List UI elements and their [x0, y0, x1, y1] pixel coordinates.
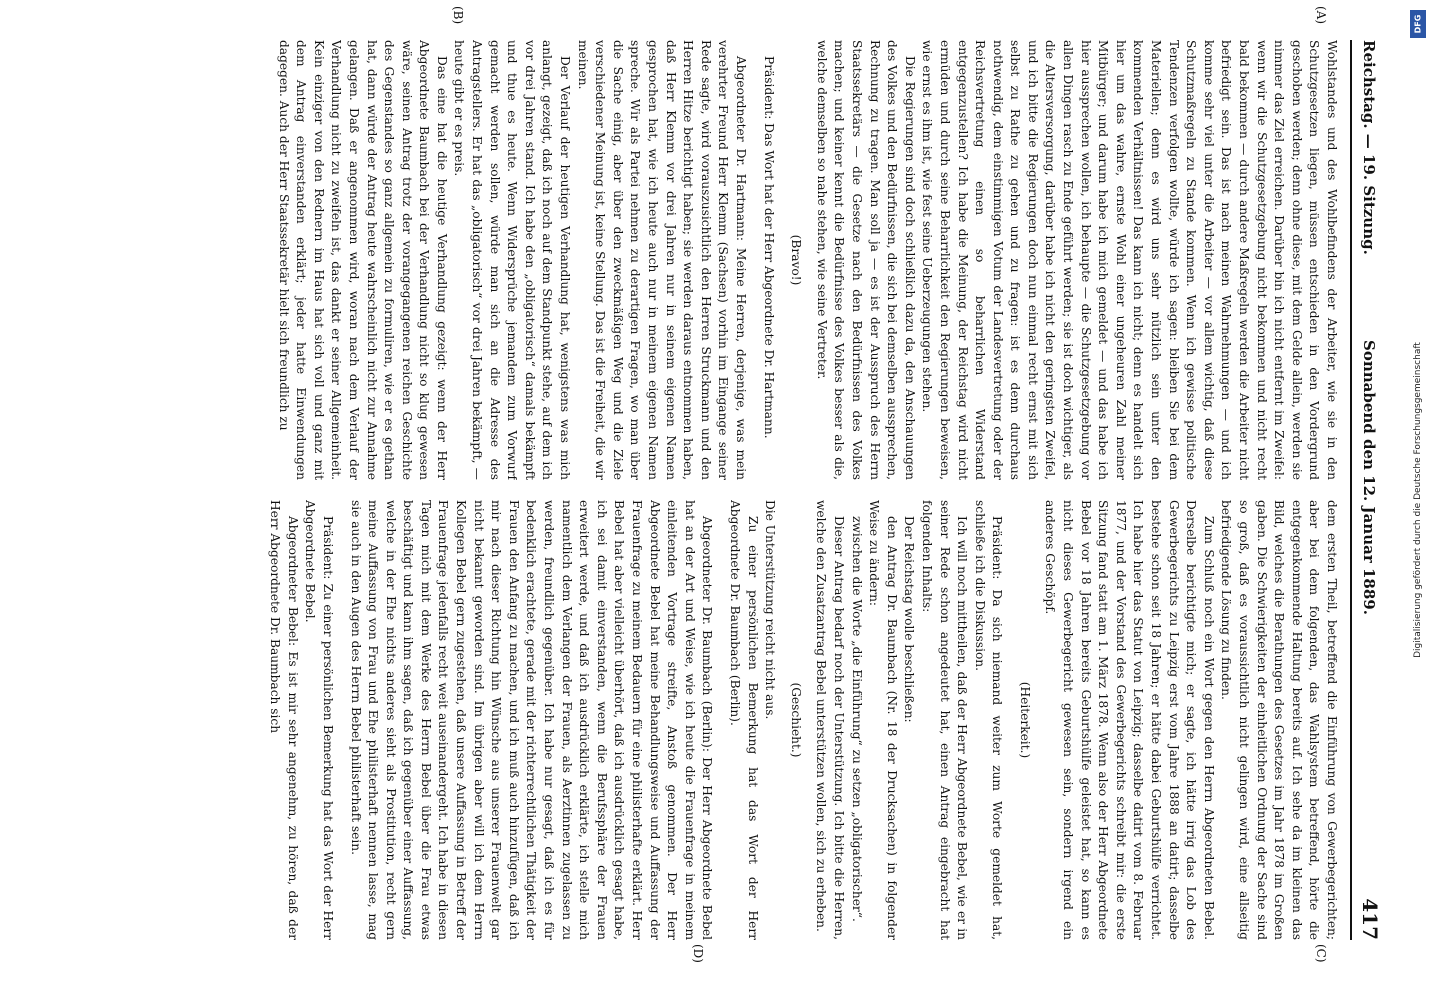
column-left: [20, 40, 1340, 480]
header-left: Reichstag. — 19. Sitzung.: [1360, 40, 1378, 255]
margin-letter-d: (D): [691, 944, 705, 963]
page-number: 417: [1358, 898, 1382, 940]
speech-hartmann: Abgeordneter Dr. Hartmann: Meine Herren, derjenige, was mein verehrter Freund Herr Klemm (Sachsen) vorhin im Eingange seiner Rede sagte, wird vorauszusichtlich den Herren Struckmann und den Herren Hitze berichtigt haben; sie werden daraus entnommen haben, daß Herr Klemm vor drei Jahren nur in seinem eigenen Namen gesprochen hat, wie ich heute auch nur in meinem eigenen Namen spreche. Wir als Partei nehmen zu derartigen Fragen, wo man über die Sache einig, aber über den zweckmäßigen Weg und die Ziele verschiedener Meinung ist, keine Stellung. Das ist die Freiheit, die wir meinen.: [575, 40, 748, 480]
paragraph: Zu einer persönlichen Bemerkung hat das Wort der Herr Abgeordnete Dr. Baumbach (Berlin).: [728, 500, 760, 940]
paragraph: Zum Schluß noch ein Wort gegen den Herrn Abgeordneten Bebel. Derselbe berichtigte mich; er sagte, ich hätte irrig das Lob des Gewerbegerichts zu Leipzig erst vom Jahre 1888 an datirt; dasselbe bestehe schon seit 18 Jahren; er hätte dabei Geburtshülfe verrichtet. Ich habe hier das Statut von Leipzig; dasselbe datirt vom 8. Februar 1877, und der Vorstand des Gewerbegerichts schreibt mir: die erste Sitzung fand statt am 1. März 1878. Wenn also der Herr Abgeordnete Bebel vor 18 Jahren bereits Geburtshülfe geleistet hat, so kann es nicht dieses Gewerbegericht gewesen sein, sondern irgend ein anderes Geschöpf.: [1043, 500, 1216, 940]
motion-line: zwischen die Worte „die Einführung“ zu setzen „obligatorischer“.: [849, 516, 864, 922]
speech-bebel: Abgeordneter Bebel: Es ist mir sehr angenehm, zu hören, daß der Herr Abgeordnete Dr. Baumbach sich: [268, 500, 300, 940]
motion-line: Der Reichstag wolle beschließen:: [902, 516, 917, 723]
digitization-credit: Digitalisierung gefördert durch die Deutsche Forschungsgemeinschaft: [1413, 342, 1423, 658]
motion-line: den Antrag Dr. Baumbach (Nr. 18 der Drucksachen) in folgender Weise zu ändern:: [867, 500, 899, 940]
interjection-geschieht: (Geschieht.): [788, 682, 803, 758]
dfg-logo: DFG: [1410, 10, 1426, 38]
running-header: [1354, 40, 1382, 940]
column-right: [20, 500, 1340, 940]
speech-baumbach: Abgeordneter Dr. Baumbach (Berlin): Der Herr Abgeordnete Bebel hat an der Art und Weise, wie ich heute die Frauenfrage in meinem einleitenden Vortrage streifte, Anstoß genommen. Der Herr Abgeordnete Bebel hat meine Behandlungsweise und Auffassung der Frauenfrage zu meinem Bedauern für eine philisterhafte erklärt. Herr Bebel hat aber vielleicht überhört, daß ich ausdrücklich gesagt habe, ich sei damit einverstanden, wenn die Berufssphäre der Frauen erweitert werde, und daß ich ausdrücklich erklärte, ich stelle mich namentlich dem Verlangen der Frauen, als Aerztinnen zugelassen zu werden, freundlich gegenüber. Ich habe nur gesagt, daß ich es für bedenklich erachtete, gerade mit der richterrechtlichen Thätigkeit der Frauen den Anfang zu machen, und ich muß auch hinzufügen, daß ich mir nach dieser Richtung hin Wünsche aus unserer Frauenwelt gar nicht bekannt geworden sind. Im übrigen aber will ich dem Herrn Kollegen Bebel gern zugestehen, daß unsere Auffassung in Betreff der Frauenfrage jedenfalls recht weit auseinandergeht. Ich habe in diesen Tagen mich mit dem Werke des Herrn Bebel über die Frau etwas beschäftigt und kann ihm sagen, daß ich gegenüber einer Auffassung, welche in der Ehe nichts anderes sieht als Prostitution, recht gern meine Auffassung von Frau und Ehe philisterhaft nennen lasse, mag sie auch in den Augen des Herrn Bebel philisterhaft sein.: [348, 500, 715, 940]
president-statement: Präsident: Da sich niemand weiter zum Worte gemeldet hat, schließe ich die Diskussion.: [972, 500, 1005, 940]
paragraph: Dieser Antrag bedarf noch der Unterstützung. Ich bitte die Herren, welche den Zusatzantrag Bebel unterstützen wollen, sich zu erheben.: [814, 500, 846, 940]
paragraph: dem ersten Theil, betreffend die Einführung von Gewerbegerichten; aber bei dem folgenden, das Wahlsystem betreffend, hörte die entgegenkommende Haltung bereits auf. Ich sehe da im kleinen das Bild, welches die Berathungen des Gesetzes im Jahr 1878 im Großen gaben. Die Schwierigkeiten der einheitlichen Ordnung der Sache sind so groß, daß es voraussichtlich nicht gelingen wird, eine allseitig befriedigende Lösung zu finden.: [1219, 500, 1339, 940]
paragraph: Ich will noch mittheilen, daß der Herr Abgeordnete Bebel, wie er in seiner Rede schon angedeutet hat, einen Antrag eingebracht hat folgenden Inhalts:: [919, 500, 970, 940]
interjection-heiterkeit: (Heiterkeit.): [1017, 681, 1032, 759]
paragraph: Der Verlauf der heutigen Verhandlung hat, wenigstens was mich anlangt, gezeigt, daß ich noch auf dem Standpunkt stehe, auf dem ich vor drei Jahren stand. Ich habe den „obligatorisch“ damals bekämpft und thue es heute. Wenn Widersprüche jemandem zum Vorwurf gemacht werden sollen, würde man sich an die Adresse des Antragstellers. Er hat das „obligatorisch“ vor drei Jahren bekämpft, — heute gibt er es preis.: [452, 40, 573, 480]
paragraph: Die Unterstützung reicht nicht aus.: [763, 500, 778, 720]
president-statement: Präsident: Das Wort hat der Herr Abgeordnete Dr. Hartmann.: [761, 56, 776, 439]
margin-letter-b: (B): [451, 6, 465, 25]
president-statement: Präsident: Zu einer persönlichen Bemerkung hat das Wort der Herr Abgeordnete Bebel.: [303, 500, 335, 940]
margin-letter-c: (C): [1314, 944, 1328, 963]
header-rule: [1350, 40, 1352, 940]
paragraph: Das eine hat die heutige Verhandlung gezeigt: wenn der Herr Abgeordnete Baumbach bei der Verhandlung nicht so klug gewesen wäre, seinen Antrag trotz der vorangegangenen reichen Geschichte des Gegenstandes so ganz allgemein zu formuliren, wie er es gethan hat, dann würde der Antrag heute wahrscheinlich nicht zur Annahme gelangen. Daß er angenommen wird, woran nach dem Verlauf der Verhandlung nicht zu zweifeln ist, das dankt er seiner Allgemeinheit. Kein einziger von den Rednern im Haus hat sich voll und ganz mit dem Antrag einverstanden erklärt; jeder hatte Einwendungen dagegen. Auch der Herr Staatssekretär hielt sich freundlich zu: [276, 40, 449, 480]
header-center: Sonnabend den 12. Januar 1889.: [1360, 340, 1378, 615]
paragraph: Die Regierungen sind doch schließlich dazu da, den Anschauungen des Volkes und den Bedürfnissen, die sich bei demselben aussprechen, Rechnung zu tragen. Man soll ja — es ist der Ausspruch des Herrn Staatssekretärs — die Gesetze nach den Bedürfnissen des Volkes machen; und keiner kennt die Bedürfnisse des Volkes besser als die, welche demselben so nahe stehen, wie seine Vertreter.: [814, 40, 917, 480]
margin-letter-a: (A): [1314, 6, 1328, 25]
interjection-bravo: (Bravo!): [789, 234, 804, 286]
paragraph: Wohlstandes und des Wohlbefindens der Arbeiter, wie sie in den Schutzgesetzen liegen, müssen entschieden in den Vordergrund geschoben werden; denn ohne diese, mit dem Gelde allein, werden sie nimmer das Ziel erreichen. Darüber bin ich nicht entfernt im Zweifel: wenn wir die Schutzgesetzgebung nicht bekommen und nicht recht bald bekommen — durch andere Maßregeln werden die Arbeiter nicht befriedigt sein. Das ist nach meinen Wahrnehmungen — und ich komme sehr viel unter die Arbeiter — vor allem wichtig, daß diese Schutzmaßregeln zu Stande kommen. Wenn ich gewisse politische Tendenzen verfolgen wollte, würde ich sagen: bleiben Sie bei dem Materiellen; denn es wird uns sehr nützlich sein unter den kommenden Verhältnissen! Das kann ich nicht; denn es handelt sich hier um das wahre, ernste Wohl einer ungeheuren Zahl meiner Mitbürger; und darum habe ich mich gemeldet — und das habe ich hier aussprechen wollen, ich behaupte — die Schutzgesetzgebung vor allen Dingen rasch zu Ende geführt werden; sie ist doch wichtiger, als die Altersversorgung, darüber habe ich nicht den geringsten Zweifel, und ich bitte die Regierungen doch nun einmal recht ernst mit sich selbst zu Rathe zu gehen und zu fragen: ist es denn durchaus nothwendig, dem einstimmigen Votum der Landesvertretung oder der Reichsvertretung einen so beharrlichen Widerstand entgegenzustellen? Ich habe die Meinung, der Reichstag wird nicht ermüden und durch seine Beharrlichkeit den Regierungen beweisen, wie ernst es ihm ist, wie fest seine Ueberzeugungen stehen.: [920, 40, 1339, 480]
